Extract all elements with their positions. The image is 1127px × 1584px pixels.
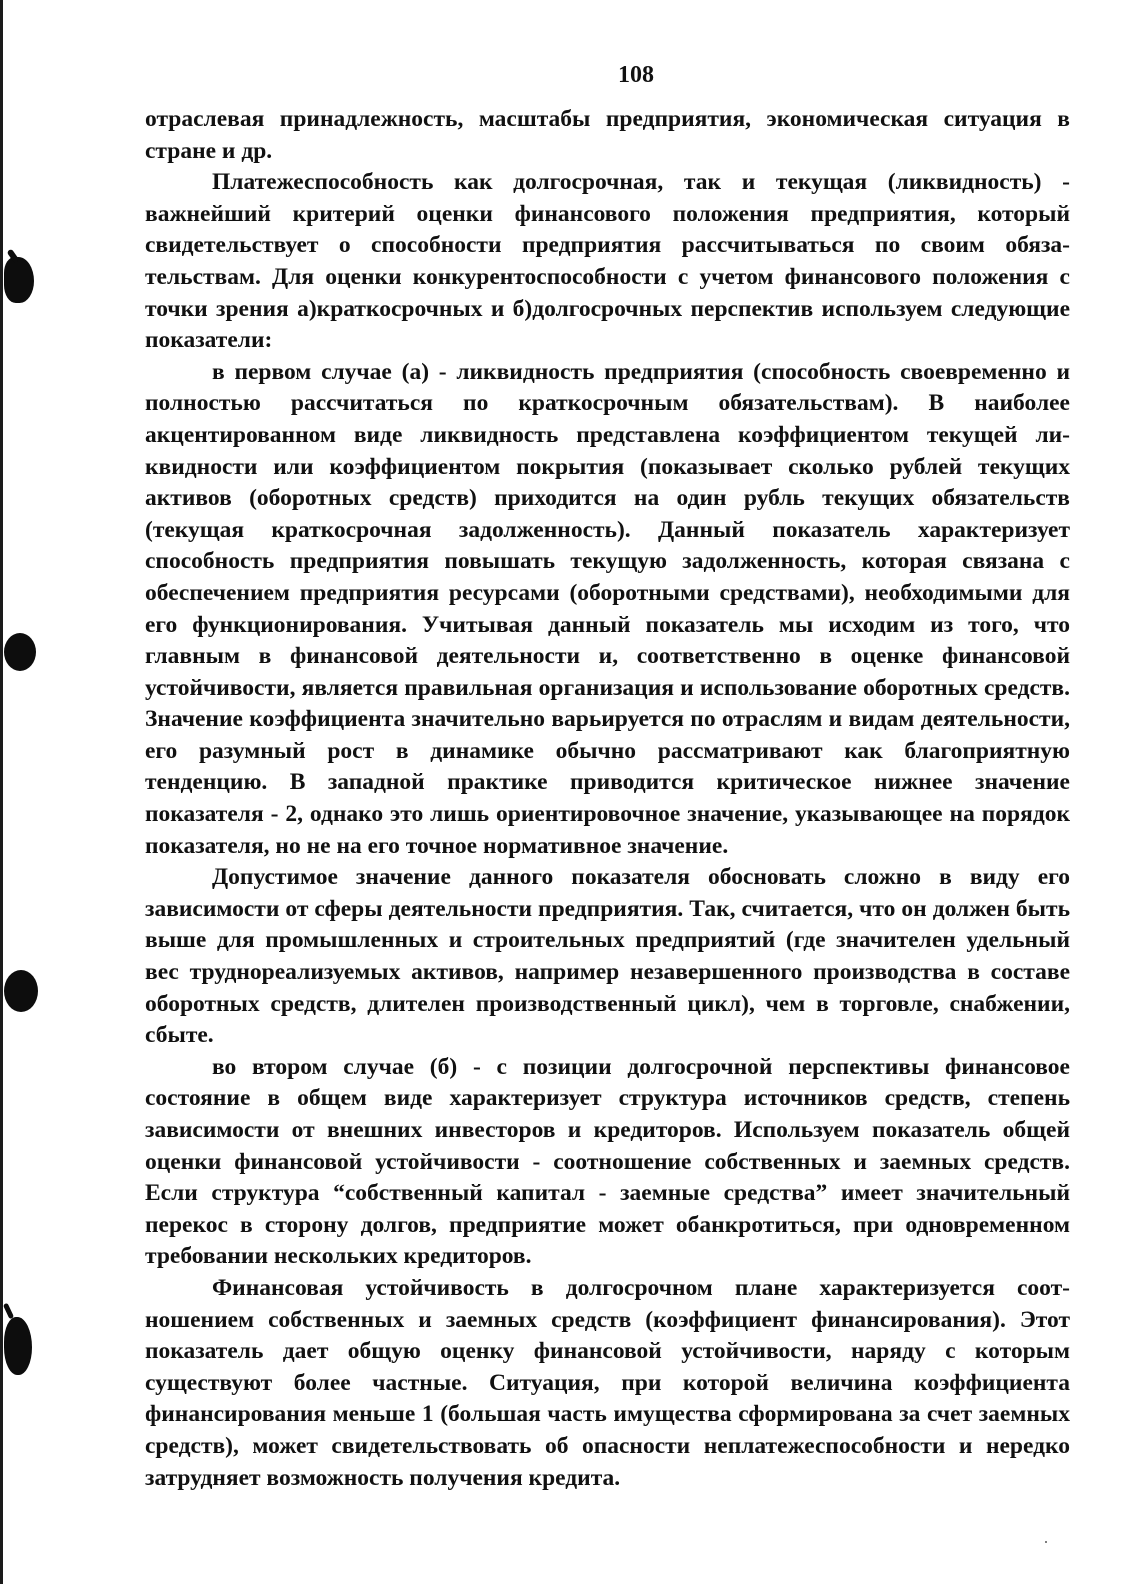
body-text — [145, 104, 1070, 1494]
paragraph: во втором случае (б) - с позиции долгосрочной перспективы финансовое состояние в общем виде характеризует структура источников средств, степень зависимости от внешних инвесторов и кредиторов. Используем показатель общей оценки финансовой устойчивости - соотношение собственных и заемных средств. Если структура “собственный капитал - заемные средства” имеет значительный перекос в сторону долгов, предприятие может обанкротиться, при одновременном требовании нескольких кредиторов. — [145, 1053, 1070, 1270]
paragraph: отраслевая принадлежность, масштабы предприятия, экономическая ситуация в стране и др. — [145, 106, 1070, 164]
binder-hole-mark — [4, 1317, 32, 1375]
binder-hole-mark — [4, 257, 34, 303]
binder-hole-mark — [4, 633, 36, 671]
paragraph: в первом случае (а) - ликвидность предприятия (способность своевременно и полностью рассчитаться по краткосрочным обязательствам). В наиболее акцентированном виде ликвидность представлена коэффициентом текущей ликвидности или коэффициентом покрытия (показывает сколько рублей текущих активов (оборотных средств) приходится на один рубль текущих обязательств (текущая краткосрочная задолженность). Данный показатель характеризует способность предприятия повышать текущую задолженность, которая связана с обеспечением предприятия ресурсами (оборотными средствами), необходимыми для его функционирования. Учитывая данный показатель мы исходим из того, что главным в финансовой деятельности и, соответственно в оценке финансовой устойчивости, является правильная организация и использование оборотных средств. Значение коэффициента значительно варьируется по отраслям и видам деятельности, его разумный рост в динамике обычно рассматривают как благоприятную тенденцию. В западной практике приводится критическое нижнее значение показателя - 2, однако это лишь ориентировочное значение, указывающее на порядок показателя, но не на его точное нормативное значение. — [145, 358, 1070, 859]
scan-speck — [1045, 1541, 1047, 1543]
paragraph: Допустимое значение данного показателя обосновать сложно в виду его зависимости от сферы деятельности предприятия. Так, считается, что он должен быть выше для промышленных и строительных предприятий (где значителен удельный вес труднореализуемых активов, например незавершенного производства в составе оборотных средств, длителен производственный цикл), чем в торговле, снабжении, сбыте. — [145, 864, 1070, 1049]
binder-hole-mark — [4, 970, 38, 1012]
scan-edge-line — [0, 0, 3, 1584]
paragraph: Финансовая устойчивость в долгосрочном плане характеризуется соотношением собственных и заемных средств (коэффициент финансирования). Этот показатель дает общую оценку финансовой устойчивости, наряду с которым существуют более частные. Ситуация, при которой величина коэффициента финансирования меньше 1 (большая часть имущества сформирована за счет заемных средств), может свидетельствовать об опасности неплатежеспособности и нередко затрудняет возможность получения кредита. — [145, 1274, 1070, 1491]
page-number: 108 — [618, 62, 654, 88]
paragraph: Платежеспособность как долгосрочная, так и текущая (ликвидность) - важнейший критерий оценки финансового положения предприятия, который свидетельствует о способности предприятия рассчитываться по своим обязательствам. Для оценки конкурентоспособности с учетом финансового положения с точки зрения а)краткосрочных и б)долгосрочных перспектив используем следующие показатели: — [145, 169, 1070, 354]
